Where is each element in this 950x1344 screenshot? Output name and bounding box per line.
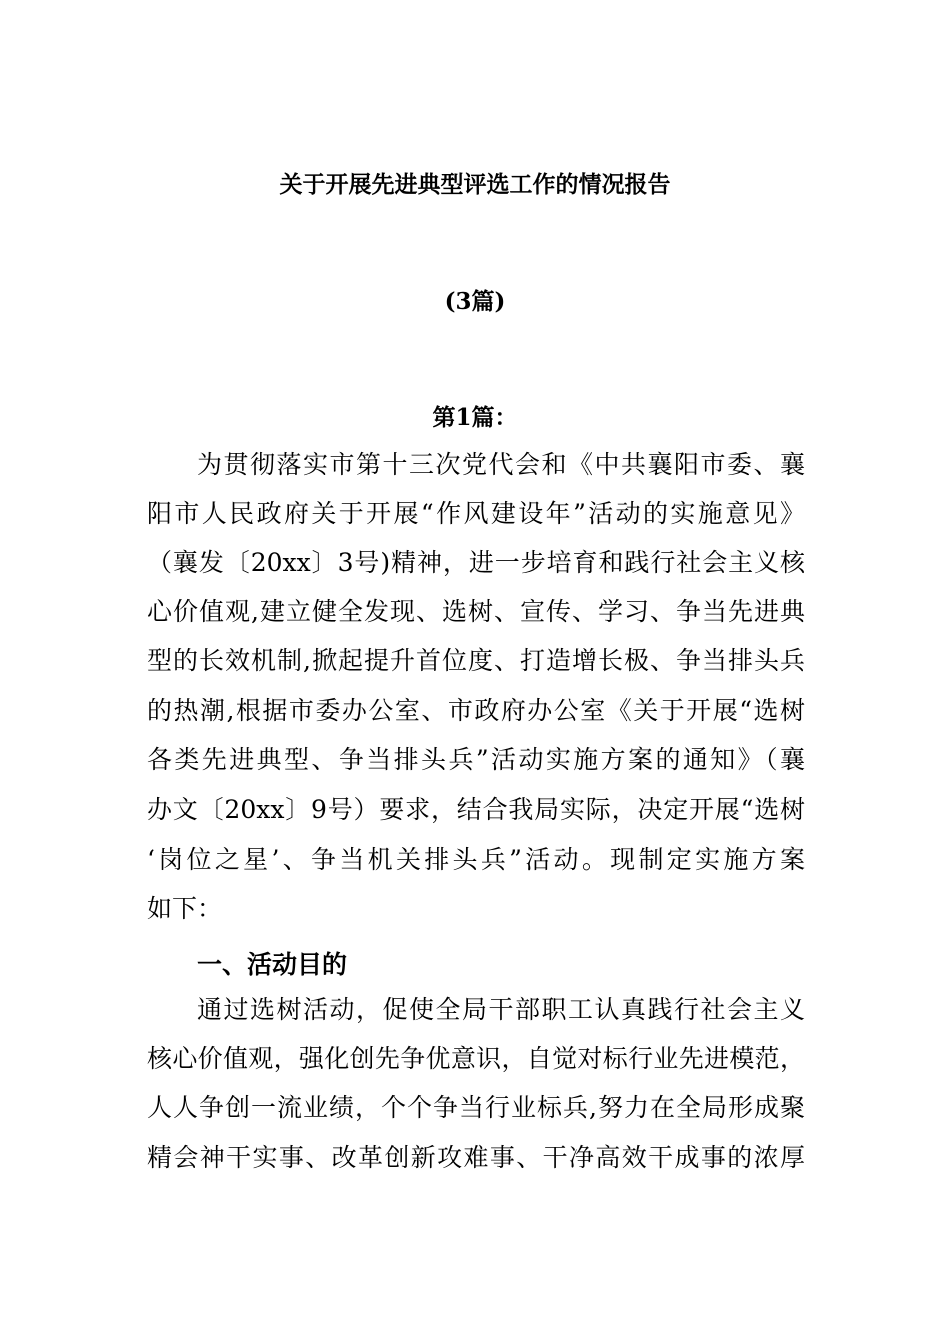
text-line: 核心价值观，强化创先争优意识，自觉对标行业先进模范， bbox=[147, 1044, 805, 1073]
text-line: 为贯彻落实市第十三次党代会和《中共襄阳市委、襄 bbox=[197, 450, 805, 479]
text-line: 阳市人民政府关于开展“作风建设年”活动的实施意见》 bbox=[147, 499, 805, 528]
text-line: 心价值观,建立健全发现、选树、宣传、学习、争当先进典 bbox=[147, 597, 805, 626]
text-line: 各类先进典型、争当排头兵”活动实施方案的通知》（襄 bbox=[147, 745, 805, 774]
text-line: （襄发〔20xx〕3号)精神，进一步培育和践行社会主义核 bbox=[147, 548, 805, 577]
section-heading: 一、活动目的 bbox=[197, 950, 348, 979]
document-subtitle: (3篇) bbox=[444, 288, 506, 315]
text-line: 人人争创一流业绩，个个争当行业标兵,努力在全局形成聚 bbox=[147, 1093, 805, 1122]
text-line: ‘岗位之星’、争当机关排头兵”活动。现制定实施方案 bbox=[147, 845, 805, 874]
text-line: 型的长效机制,掀起提升首位度、打造增长极、争当排头兵 bbox=[147, 646, 805, 675]
text-line: 通过选树活动，促使全局干部职工认真践行社会主义 bbox=[197, 995, 805, 1024]
document-title: 关于开展先进典型评选工作的情况报告 bbox=[279, 171, 671, 198]
text-line: 如下： bbox=[147, 894, 223, 923]
text-line: 办文〔20xx〕9号）要求，结合我局实际，决定开展“选树 bbox=[147, 795, 805, 824]
part-label: 第1篇： bbox=[432, 404, 518, 431]
text-line: 的热潮,根据市委办公室、市政府办公室《关于开展“选树 bbox=[147, 696, 805, 725]
text-line: 精会神干实事、改革创新攻难事、干净高效干成事的浓厚 bbox=[147, 1143, 805, 1172]
